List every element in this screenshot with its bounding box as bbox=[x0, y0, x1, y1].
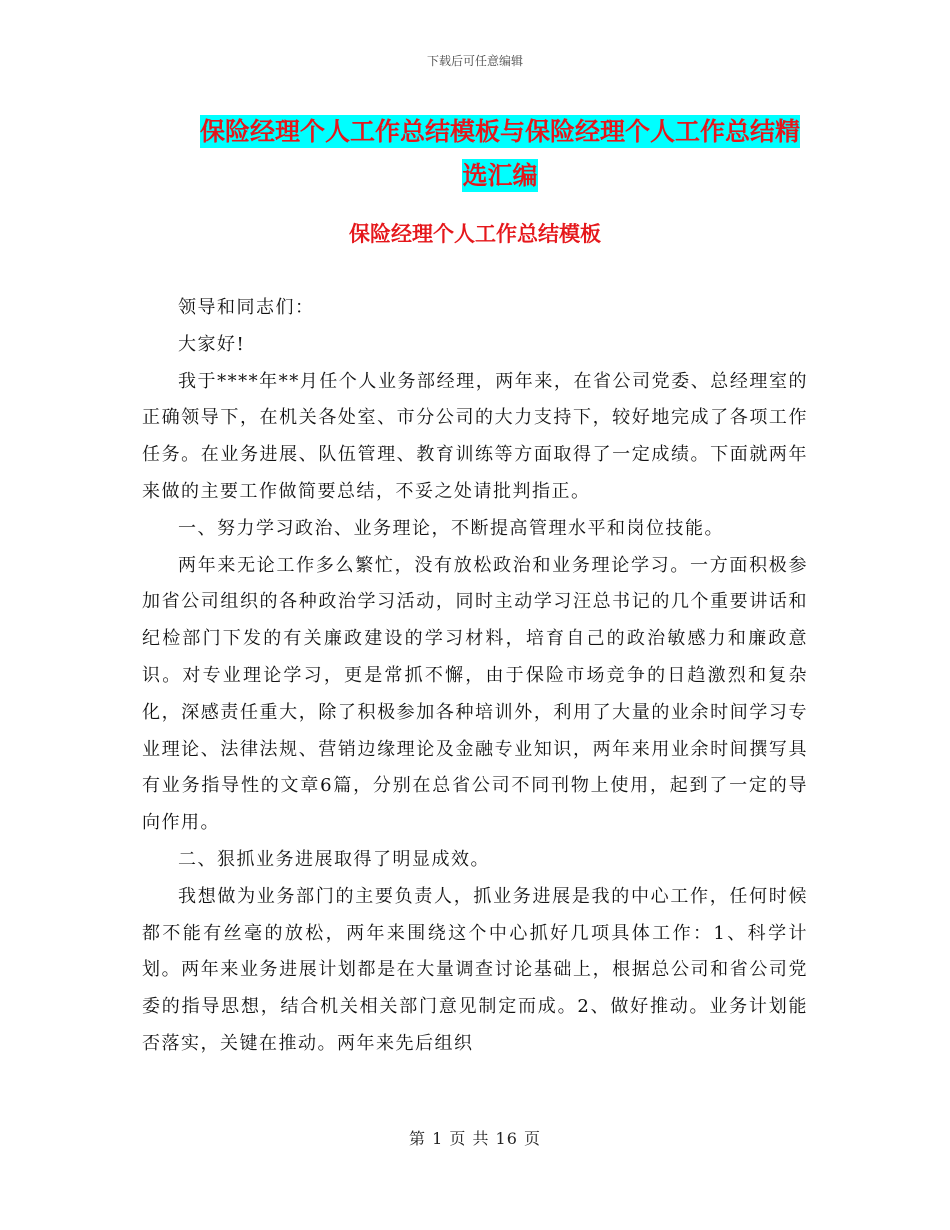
salutation: 领导和同志们： bbox=[178, 297, 315, 318]
section-heading: 一、努力学习政治、业务理论，不断提高管理水平和岗位技能。 bbox=[178, 517, 724, 539]
section-heading: 二、狠抓业务进展取得了明显成效。 bbox=[178, 848, 490, 870]
body-paragraph: 两年来无论工作多么繁忙，没有放松政治和业务理论学习。一方面积极参加省公司组织的各种政治学习活动，同时主动学习汪总书记的几个重要讲话和纪检部门下发的有关廉政建设的学习材料，培育自己的政治敏感力和廉政意识。对专业理论学习，更是常抓不懈，由于保险市场竞争的日趋激烈和复杂化，深感责任重大，除了积极参加各种培训外，利用了大量的业余时间学习专业理论、法律法规、营销边缘理论及金融专业知识，两年来用业余时间撰写具有业务指导性的文章6篇，分别在总省公司不同刊物上使用，起到了一定的导向作用。 bbox=[142, 554, 808, 834]
document-title bbox=[190, 110, 810, 198]
body-text bbox=[142, 290, 808, 1063]
section-title: 保险经理个人工作总结模板 bbox=[349, 222, 601, 246]
header-note: 下载后可任意编辑 bbox=[426, 54, 523, 68]
greeting: 大家好! bbox=[178, 333, 246, 355]
body-paragraph: 我想做为业务部门的主要负责人，抓业务进展是我的中心工作，任何时候都不能有丝毫的放松，两年来围绕这个中心抓好几项具体工作：1、科学计划。两年来业务进展计划都是在大量调查讨论基础上，根据总公司和省公司党委的指导思想，结合机关相关部门意见制定而成。2、做好推动。业务计划能否落实，关键在推动。两年来先后组织 bbox=[142, 885, 808, 1054]
body-paragraph: 我于****年**月任个人业务部经理，两年来，在省公司党委、总经理室的正确领导下，在机关各处室、市分公司的大力支持下，较好地完成了各项工作任务。在业务进展、队伍管理、教育训练等方面取得了一定成绩。下面就两年来做的主要工作做简要总结，不妥之处请批判指正。 bbox=[142, 370, 808, 502]
document-title-text: 保险经理个人工作总结模板与保险经理个人工作总结精选汇编 bbox=[199, 117, 800, 190]
page-footer: 第 1 页 共 16 页 bbox=[409, 1129, 541, 1148]
